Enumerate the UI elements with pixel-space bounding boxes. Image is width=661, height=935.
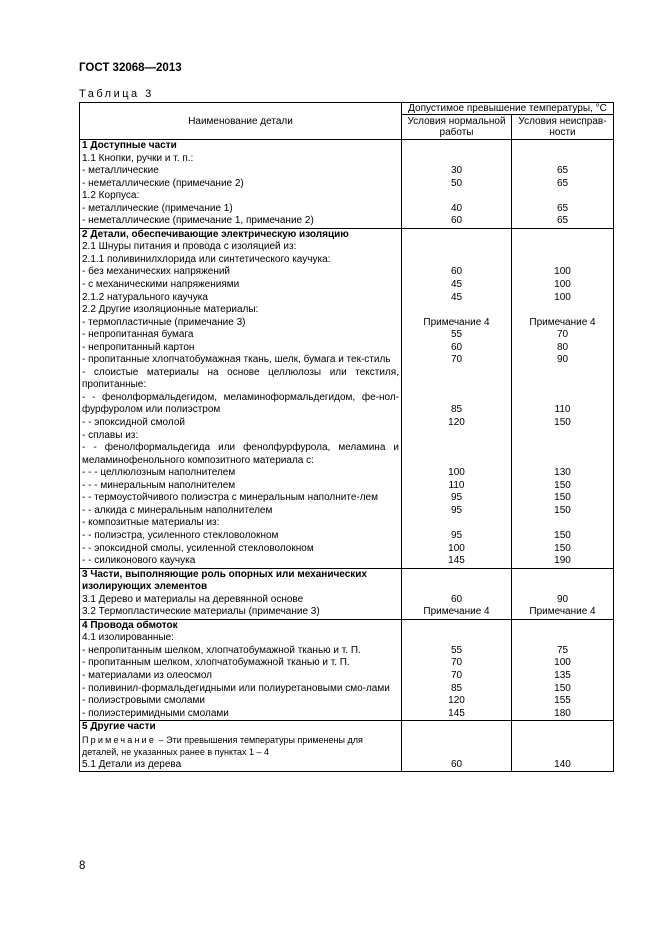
part-name: 2.1.2 натурального каучука xyxy=(80,292,402,305)
fault-value xyxy=(512,228,614,241)
document-standard-header: ГОСТ 32068—2013 xyxy=(79,62,182,74)
header-temperature-rise: Допустимое превышение температуры, °С xyxy=(402,103,614,115)
table-row xyxy=(80,670,614,683)
normal-value: 60 xyxy=(402,215,512,228)
table-row xyxy=(80,292,614,305)
section-title: 1 Доступные части xyxy=(80,140,402,153)
part-name: - - эпоксидной смолой xyxy=(80,417,402,430)
table-row xyxy=(80,165,614,178)
table-row xyxy=(80,543,614,556)
fault-value xyxy=(512,304,614,317)
part-name: - композитные материалы из: xyxy=(80,517,402,530)
normal-value xyxy=(402,734,512,759)
part-name: - непропитанная бумага xyxy=(80,329,402,342)
part-name: - - силиконового каучука xyxy=(80,555,402,568)
table-row xyxy=(80,417,614,430)
normal-value xyxy=(402,619,512,632)
normal-value xyxy=(402,442,512,467)
fault-value: Примечание 4 xyxy=(512,317,614,330)
part-name: - - фенолформальдегидом, меламиноформальдегидом, фе-нол-фурфуролом или полиэстром xyxy=(80,392,402,417)
fault-value: 70 xyxy=(512,329,614,342)
normal-value xyxy=(402,254,512,267)
normal-value: 110 xyxy=(402,480,512,493)
normal-value: 60 xyxy=(402,342,512,355)
table-row xyxy=(80,492,614,505)
fault-value xyxy=(512,619,614,632)
normal-value xyxy=(402,304,512,317)
table-row xyxy=(80,140,614,153)
normal-value: 60 xyxy=(402,266,512,279)
fault-value xyxy=(512,190,614,203)
part-name: - - полиэстра, усиленного стекловолокном xyxy=(80,530,402,543)
temperature-limits-table xyxy=(79,102,614,772)
section-title: 2 Детали, обеспечивающие электрическую изоляцию xyxy=(80,228,402,241)
part-name: - - - целлюлозным наполнителем xyxy=(80,467,402,480)
fault-value xyxy=(512,140,614,153)
part-name: - сплавы из: xyxy=(80,430,402,443)
fault-value: 130 xyxy=(512,467,614,480)
fault-value xyxy=(512,430,614,443)
normal-value: 85 xyxy=(402,683,512,696)
normal-value xyxy=(402,632,512,645)
table-row xyxy=(80,203,614,216)
fault-value: 150 xyxy=(512,530,614,543)
fault-value: 75 xyxy=(512,645,614,658)
note-text: – Эти превышения температуры применены для деталей, не указанных ранее в пунктах 1 – 4 xyxy=(82,734,363,758)
normal-value: 70 xyxy=(402,657,512,670)
part-name: 3.1 Дерево и материалы на деревянной основе xyxy=(80,594,402,607)
part-name: - - эпоксидной смолы, усиленной стекловолокном xyxy=(80,543,402,556)
header-part-name: Наименование детали xyxy=(80,103,402,140)
normal-value xyxy=(402,153,512,166)
normal-value: 95 xyxy=(402,505,512,518)
section-title: 3 Части, выполняющие роль опорных или механических изолирующих элементов xyxy=(80,568,402,594)
fault-value xyxy=(512,367,614,392)
part-name: 2.2 Другие изоляционные материалы: xyxy=(80,304,402,317)
normal-value xyxy=(402,241,512,254)
table-row xyxy=(80,178,614,191)
fault-value xyxy=(512,734,614,759)
fault-value: 100 xyxy=(512,292,614,305)
normal-value: 85 xyxy=(402,392,512,417)
normal-value: 120 xyxy=(402,417,512,430)
normal-value: 100 xyxy=(402,467,512,480)
table-row xyxy=(80,645,614,658)
table-row xyxy=(80,517,614,530)
table-row xyxy=(80,683,614,696)
table-row xyxy=(80,530,614,543)
table-row xyxy=(80,317,614,330)
fault-value: 180 xyxy=(512,708,614,721)
table-row xyxy=(80,153,614,166)
fault-value: Примечание 4 xyxy=(512,606,614,619)
part-name: - пропитанным шелком, хлопчатобумажной тканью и т. П. xyxy=(80,657,402,670)
fault-value xyxy=(512,517,614,530)
normal-value: 70 xyxy=(402,354,512,367)
table-row xyxy=(80,430,614,443)
fault-value: 150 xyxy=(512,417,614,430)
normal-value xyxy=(402,568,512,594)
fault-value: 100 xyxy=(512,279,614,292)
table-row xyxy=(80,708,614,721)
fault-value xyxy=(512,254,614,267)
fault-value: 65 xyxy=(512,178,614,191)
fault-value: 90 xyxy=(512,594,614,607)
normal-value xyxy=(402,228,512,241)
fault-value xyxy=(512,442,614,467)
table-row xyxy=(80,594,614,607)
normal-value: 40 xyxy=(402,203,512,216)
fault-value xyxy=(512,721,614,734)
table-caption: Таблица 3 xyxy=(79,88,154,100)
part-name: 2.1.1 поливинилхлорида или синтетического каучука: xyxy=(80,254,402,267)
fault-value xyxy=(512,153,614,166)
table-row xyxy=(80,505,614,518)
normal-value: 145 xyxy=(402,555,512,568)
part-name: 4.1 изолированные: xyxy=(80,632,402,645)
part-name: 2.1 Шнуры питания и провода с изоляцией из: xyxy=(80,241,402,254)
part-name: - с механическими напряжениями xyxy=(80,279,402,292)
part-name: - неметаллические (примечание 1, примечание 2) xyxy=(80,215,402,228)
part-name xyxy=(80,734,402,759)
table-row xyxy=(80,568,614,594)
table-row xyxy=(80,759,614,772)
part-name: - пропитанные хлопчатобумажная ткань, шелк, бумага и тек-стиль xyxy=(80,354,402,367)
normal-value: 95 xyxy=(402,492,512,505)
normal-value xyxy=(402,190,512,203)
part-name: - неметаллические (примечание 2) xyxy=(80,178,402,191)
table-row xyxy=(80,480,614,493)
table-row xyxy=(80,367,614,392)
normal-value: 55 xyxy=(402,645,512,658)
table-row xyxy=(80,354,614,367)
header-normal-conditions: Условия нормальной работы xyxy=(402,115,512,140)
table-row xyxy=(80,279,614,292)
part-name: - полиэстеримидными смолами xyxy=(80,708,402,721)
part-name: 5.1 Детали из дерева xyxy=(80,759,402,772)
table-row xyxy=(80,215,614,228)
fault-value: 155 xyxy=(512,695,614,708)
fault-value: 135 xyxy=(512,670,614,683)
fault-value: 140 xyxy=(512,759,614,772)
table-row xyxy=(80,342,614,355)
table-row xyxy=(80,721,614,734)
part-name: - поливинил-формальдегидными или полиуретановыми смо-лами xyxy=(80,683,402,696)
part-name: - полиэстровыми смолами xyxy=(80,695,402,708)
table-row xyxy=(80,555,614,568)
normal-value: 60 xyxy=(402,594,512,607)
table-row xyxy=(80,304,614,317)
table-row xyxy=(80,442,614,467)
part-name: - термопластичные (примечание 3) xyxy=(80,317,402,330)
normal-value: 45 xyxy=(402,279,512,292)
normal-value: 30 xyxy=(402,165,512,178)
table-row xyxy=(80,241,614,254)
normal-value xyxy=(402,140,512,153)
part-name: - металлические xyxy=(80,165,402,178)
fault-value: 65 xyxy=(512,215,614,228)
table-row xyxy=(80,467,614,480)
fault-value: 150 xyxy=(512,492,614,505)
part-name: 1.2 Корпуса: xyxy=(80,190,402,203)
table-row xyxy=(80,619,614,632)
fault-value: 90 xyxy=(512,354,614,367)
normal-value: Примечание 4 xyxy=(402,606,512,619)
table-row xyxy=(80,734,614,759)
normal-value xyxy=(402,517,512,530)
table-row xyxy=(80,606,614,619)
normal-value: 100 xyxy=(402,543,512,556)
table-row xyxy=(80,266,614,279)
normal-value: 120 xyxy=(402,695,512,708)
fault-value: 150 xyxy=(512,505,614,518)
table-row xyxy=(80,657,614,670)
section-title: 5 Другие части xyxy=(80,721,402,734)
normal-value: Примечание 4 xyxy=(402,317,512,330)
fault-value: 100 xyxy=(512,657,614,670)
fault-value: 150 xyxy=(512,683,614,696)
normal-value xyxy=(402,721,512,734)
fault-value: 110 xyxy=(512,392,614,417)
normal-value xyxy=(402,367,512,392)
page-number: 8 xyxy=(79,860,86,872)
part-name: 3.2 Термопластические материалы (примечание 3) xyxy=(80,606,402,619)
table-body xyxy=(80,140,614,772)
section-title: 4 Провода обмоток xyxy=(80,619,402,632)
note-label: Примечание xyxy=(82,734,157,745)
normal-value: 55 xyxy=(402,329,512,342)
table-row xyxy=(80,632,614,645)
part-name: - - фенолформальдегида или фенолфурфурола, меламина и меламинофенольного композитного материала с: xyxy=(80,442,402,467)
part-name: - - термоустойчивого полиэстра с минеральным наполните-лем xyxy=(80,492,402,505)
normal-value: 95 xyxy=(402,530,512,543)
part-name: - - алкида с минеральным наполнителем xyxy=(80,505,402,518)
part-name: - слоистые материалы на основе целлюлозы или текстиля, пропитанные: xyxy=(80,367,402,392)
table-row xyxy=(80,228,614,241)
table-row xyxy=(80,392,614,417)
normal-value xyxy=(402,430,512,443)
fault-value: 190 xyxy=(512,555,614,568)
part-name: - непропитанный картон xyxy=(80,342,402,355)
table-row xyxy=(80,329,614,342)
normal-value: 70 xyxy=(402,670,512,683)
fault-value: 65 xyxy=(512,203,614,216)
part-name: - без механических напряжений xyxy=(80,266,402,279)
fault-value xyxy=(512,241,614,254)
table-row xyxy=(80,190,614,203)
normal-value: 145 xyxy=(402,708,512,721)
part-name: - материалами из олеосмол xyxy=(80,670,402,683)
fault-value: 65 xyxy=(512,165,614,178)
fault-value: 80 xyxy=(512,342,614,355)
part-name: - непропитанным шелком, хлопчатобумажной тканью и т. П. xyxy=(80,645,402,658)
normal-value: 50 xyxy=(402,178,512,191)
header-fault-conditions: Условия неисправ-ности xyxy=(512,115,614,140)
fault-value xyxy=(512,568,614,594)
fault-value: 150 xyxy=(512,480,614,493)
table-row xyxy=(80,695,614,708)
table-row xyxy=(80,254,614,267)
fault-value: 150 xyxy=(512,543,614,556)
part-name: 1.1 Кнопки, ручки и т. п.: xyxy=(80,153,402,166)
part-name: - металлические (примечание 1) xyxy=(80,203,402,216)
fault-value: 100 xyxy=(512,266,614,279)
normal-value: 60 xyxy=(402,759,512,772)
normal-value: 45 xyxy=(402,292,512,305)
fault-value xyxy=(512,632,614,645)
part-name: - - - минеральным наполнителем xyxy=(80,480,402,493)
